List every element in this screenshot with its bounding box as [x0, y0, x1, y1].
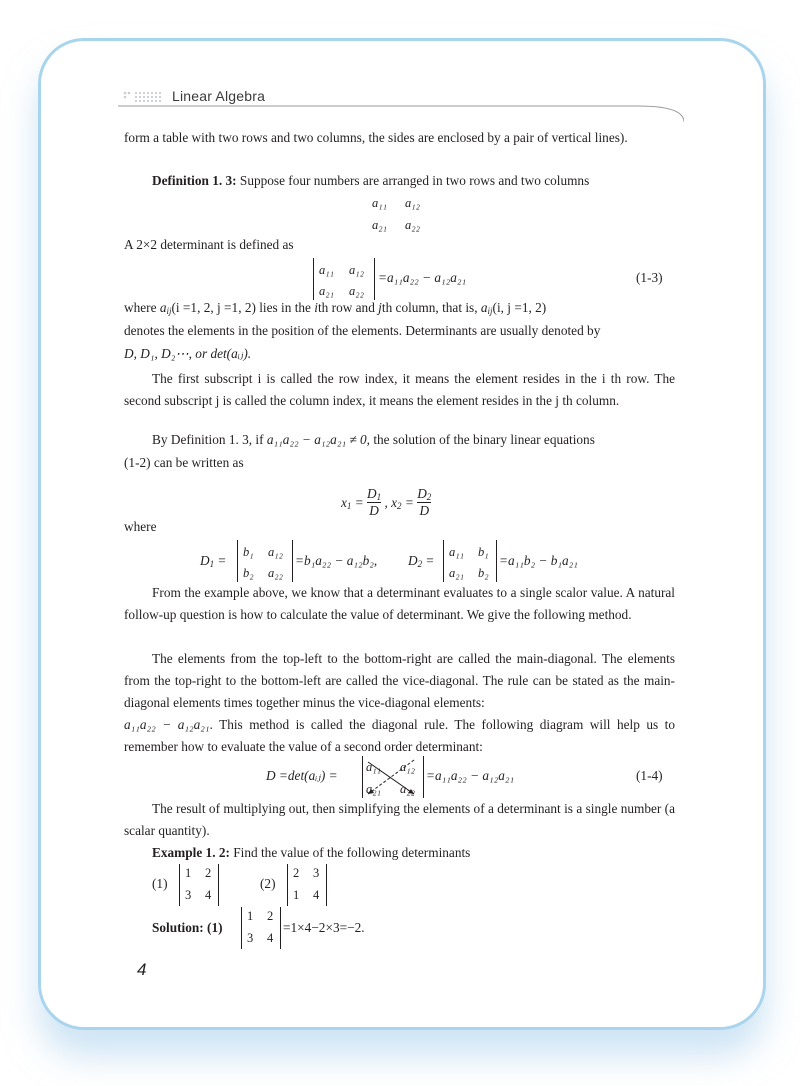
running-header-title: Linear Algebra	[172, 88, 266, 104]
det14-a22: a₂₂	[400, 782, 415, 796]
array-a21: a₂₁	[372, 218, 387, 232]
D1-a12: a₁₂	[268, 545, 283, 559]
example-part-1-label: (1)	[152, 876, 168, 891]
D1-b2: b₂	[243, 566, 254, 580]
where-line-3: D, D₁, D₂⋯, or det(aᵢⱼ).	[124, 346, 252, 361]
example-label: Example 1. 2:	[152, 845, 230, 860]
D2-rhs: =a₁₁b₂ − b₁a₂₁	[499, 553, 578, 568]
D2-a21: a₂₁	[449, 566, 464, 580]
det13-a22: a₂₂	[349, 284, 364, 298]
paragraph-example-above: From the example above, we know that a determinant evaluates to a single scalor value. A natural follow-up question is how to calculate the value of determinant. We give the following method.	[124, 585, 675, 622]
solution-rhs: =1×4−2×3=−2.	[283, 920, 365, 935]
cramer-solution: $x_1$ = $\frac{D_1}{D}$ , $x_2$ = $\frac{D_2}{D}$	[341, 486, 432, 518]
definition-label: Definition 1. 3:	[152, 173, 237, 188]
D1-b1: b₁	[243, 545, 254, 559]
sol-21: 3	[247, 931, 254, 945]
det13-a12: a₁₂	[349, 263, 364, 277]
det13-a11: a₁₁	[319, 263, 334, 277]
paragraph-subscripts: The first subscript i is called the row index, it means the element resides in the i th row. The second subscript j is called the column index, it means the element resides in the j th column.	[124, 371, 675, 408]
header-rule	[118, 102, 684, 122]
array-a12: a₁₂	[405, 196, 420, 210]
array-a22: a₂₂	[405, 218, 420, 232]
sol-11: 1	[247, 909, 254, 923]
det14-a12: a₁₂	[400, 760, 415, 774]
sol-12: 2	[267, 909, 274, 923]
array-a11: a₁₁	[372, 196, 387, 210]
ex1-21: 3	[185, 888, 192, 902]
where-line-1: where $a_{ij}(i =1$, 2, j =1, 2) lies in the ith row and jth column, that is, $a_{ij}(i$, j =1, 2)	[124, 300, 547, 316]
D1-rhs: =b₁a₂₂ − a₁₂b₂,	[295, 553, 378, 568]
det14-a11: a₁₁	[366, 760, 381, 774]
definition-text: Suppose four numbers are arranged in two rows and two columns	[236, 173, 590, 188]
paragraph-diagonal-rule: The elements from the top-left to the bottom-right are called the main-diagonal. The elements from the top-right to the bottom-left are called the vice-diagonal. The rule can be stated as the main-diagonal elements times together minus the vice-diagonal elements:	[124, 651, 675, 710]
D2-b2: b₂	[478, 566, 489, 580]
equation-1-3-rhs: =a₁₁a₂₂ − a₁₂a₂₁	[378, 270, 467, 285]
det13-a21: a₂₁	[319, 284, 334, 298]
ex1-12: 2	[205, 866, 212, 880]
equation-label-1-4: (1-4)	[636, 768, 663, 783]
ex2-21: 1	[293, 888, 300, 902]
paragraph-result: The result of multiplying out, then simplifying the elements of a determinant is a single number (a scalar quantity).	[124, 801, 675, 838]
ex2-11: 2	[293, 866, 300, 880]
by-definition-line-1: By Definition 1. 3, if a₁₁a₂₂ − a₁₂a₂₁ ≠ 0, the solution of the binary linear equations	[152, 432, 595, 447]
equation-1-4-rhs: =a₁₁a₂₂ − a₁₂a₂₁	[426, 768, 515, 783]
D1-label: $D_1$ =	[200, 553, 227, 569]
paragraph-where: where	[124, 519, 157, 534]
where-line-2: denotes the elements in the position of the elements. Determinants are usually denoted by	[124, 323, 601, 338]
equation-1-4-lhs: D =det(aᵢⱼ) =	[266, 768, 338, 783]
ex2-12: 3	[313, 866, 320, 880]
example-text: Find the value of the following determinants	[229, 845, 471, 860]
ex1-11: 1	[185, 866, 192, 880]
D2-label: $D_2$ =	[408, 553, 435, 569]
paragraph-intro: form a table with two rows and two columns, the sides are enclosed by a pair of vertical lines).	[124, 130, 628, 145]
D1-a22: a₂₂	[268, 566, 283, 580]
paragraph-determinant-def: A 2×2 determinant is defined as	[124, 237, 294, 252]
definition-1-3	[124, 170, 675, 192]
page-number: 4	[137, 960, 147, 979]
by-definition-line-2: (1-2) can be written as	[124, 455, 244, 470]
ex2-22: 4	[313, 888, 320, 902]
example-part-2-label: (2)	[260, 876, 276, 891]
D2-b1: b₁	[478, 545, 489, 559]
paragraph-diagonal-rule-2: a₁₁a₂₂ − a₁₂a₂₁. This method is called the diagonal rule. The following diagram will help us to remember how to evaluate the value of a second order determinant:	[124, 717, 675, 754]
example-1-2	[124, 842, 675, 864]
sol-22: 4	[267, 931, 274, 945]
ex1-22: 4	[205, 888, 212, 902]
det14-a21: a₂₁	[366, 782, 381, 796]
D2-a11: a₁₁	[449, 545, 464, 559]
solution-label: Solution: (1)	[152, 920, 223, 935]
equation-label-1-3: (1-3)	[636, 270, 663, 285]
